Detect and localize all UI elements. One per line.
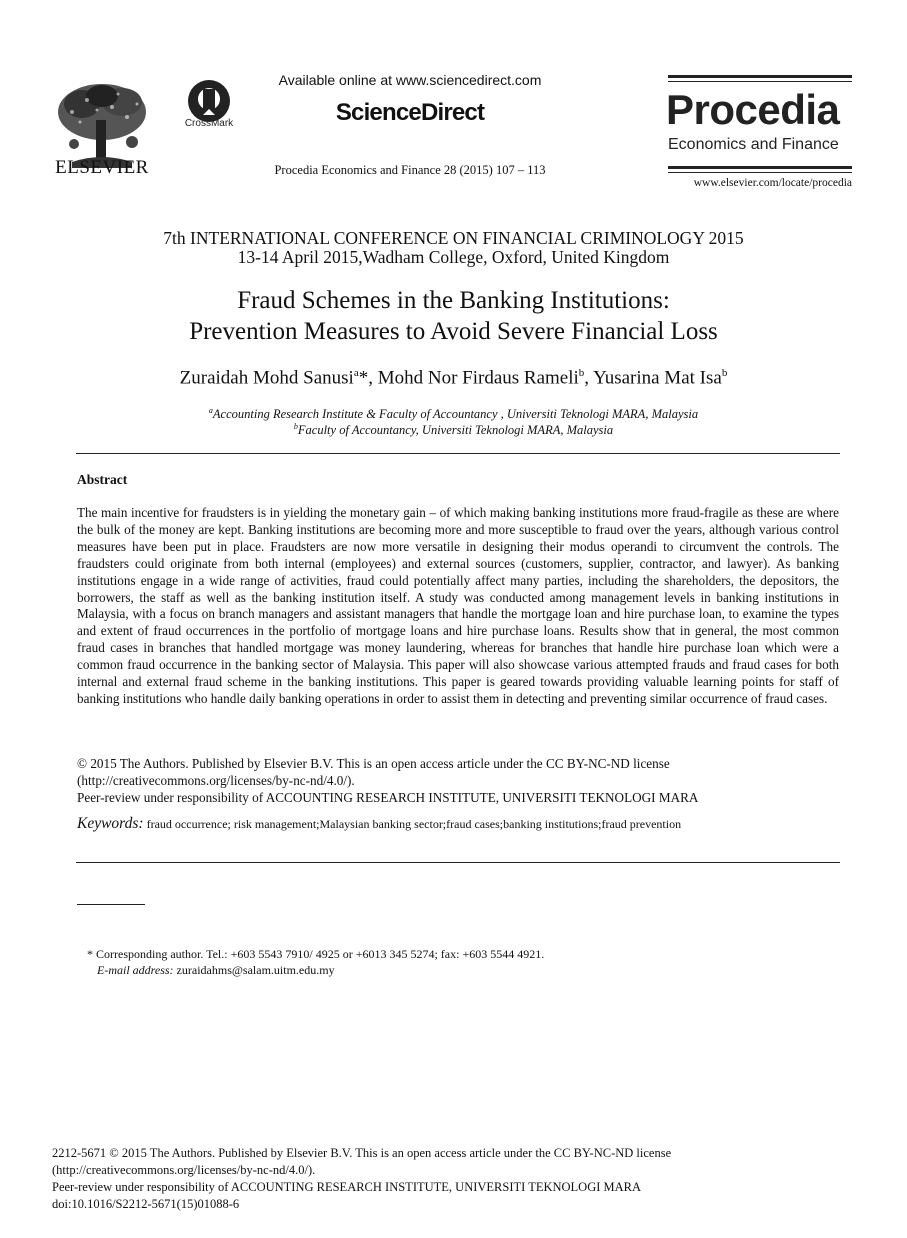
abstract-body: The main incentive for fraudsters is in yielding the monetary gain – of which making banking institutions more fraud-fragile as these are where the bulk of the money are kept. Banking institutions are becoming more and more susceptible to fraud over the years, although various control measures have been put in place. Fraudsters are now more versatile in designing their modus operandi to circumvent the controls. The fraudsters could originate from both internal (employees) and external sources (customers, supplier, contractor, and lawyer). As banking institutions engage in a wide range of activities, fraud could potentially affect many parties, including the shareholders, the depositors, the borrowers, the staff as well as the banking institution itself. A study was conducted among management levels in banking institutions in Malaysia, with a focus on branch managers and assistant managers that handle the mortgage loan and hire purchase loan, to examine the types and extent of fraud occurrences in the portfolio of mortgage loans and hire purchase loans. Results show that in general, the most common fraud cases in branches that handled mortgage was money laundering, whereas for branches that handle hire purchase loan which were a common fraud occurrence in the banking sector of Malaysia. This paper will also showcase various attempted frauds and fraud cases for both internal and external fraud scheme in the banking institutions. This paper is geared towards providing valuable learning points for staff of banking institutions who handle daily banking operations in order to assist them in detecting and preventing similar occurrence of fraud cases.	[77, 505, 839, 706]
abstract-bottom-divider	[76, 862, 840, 863]
footer-doi-link[interactable]: doi:10.1016/S2212-5671(15)01088-6	[52, 1197, 240, 1211]
procedia-top-rule-thin	[668, 81, 852, 82]
keywords-line	[77, 815, 839, 833]
affiliation-b	[40, 422, 867, 438]
affiliation-a	[40, 406, 867, 422]
author-name: Yusarina Mat Isa	[593, 367, 722, 389]
conference-date-venue: 13-14 April 2015,Wadham College, Oxford, United Kingdom	[237, 247, 670, 267]
conference-name: 7th INTERNATIONAL CONFERENCE ON FINANCIAL CRIMINOLOGY 2015	[163, 228, 744, 248]
license-block	[77, 755, 839, 806]
footer-license-url-link[interactable]: (http://creativecommons.org/licenses/by-nc-nd/4.0/).	[52, 1163, 316, 1177]
email-address-link[interactable]: zuraidahms@salam.uitm.edu.my	[173, 963, 335, 977]
author-name: Zuraidah Mohd Sanusi	[179, 367, 354, 389]
abstract-heading: Abstract	[77, 472, 128, 487]
email-note	[97, 963, 335, 978]
author-name: Mohd Nor Firdaus Rameli	[377, 367, 579, 389]
keywords-label: Keywords:	[77, 815, 144, 832]
author-separator: ,	[584, 367, 594, 389]
procedia-subtitle: Economics and Finance	[668, 136, 839, 153]
peer-review-statement: Peer-review under responsibility of ACCOUNTING RESEARCH INSTITUTE, UNIVERSITI TEKNOLOGI MARA	[77, 790, 699, 805]
procedia-title: Procedia	[666, 86, 840, 133]
footer-issn-license: 2212-5671 © 2015 The Authors. Published by Elsevier B.V. This is an open access article under the CC BY-NC-ND license	[52, 1146, 672, 1160]
keywords-text: fraud occurrence; risk management;Malaysian banking sector;fraud cases;banking institutions;fraud prevention	[143, 817, 682, 831]
procedia-bottom-rule	[668, 166, 852, 169]
abstract-top-divider	[76, 453, 840, 454]
procedia-top-rule	[668, 75, 852, 78]
affiliation-mark: b	[293, 422, 298, 431]
affiliation-text: Faculty of Accountancy, Universiti Teknologi MARA, Malaysia	[297, 423, 614, 438]
paper-title-line2: Prevention Measures to Avoid Severe Financial Loss	[189, 318, 718, 345]
sciencedirect-logo-text: ScienceDirect	[335, 99, 485, 126]
corresponding-author-note: * Corresponding author. Tel.: +603 5543 7910/ 4925 or +6013 345 5274; fax: +603 5544 4921.	[87, 947, 545, 961]
procedia-url-link[interactable]: www.elsevier.com/locate/procedia	[693, 177, 852, 189]
elsevier-wordmark: ELSEVIER	[55, 157, 149, 178]
journal-reference: Procedia Economics and Finance 28 (2015) 107 – 113	[274, 163, 546, 177]
affiliation-mark: a	[208, 406, 213, 415]
author-affiliation-mark: b	[578, 367, 585, 379]
page-footer	[52, 1145, 872, 1213]
license-url-link[interactable]: (http://creativecommons.org/licenses/by-nc-nd/4.0/).	[77, 773, 355, 788]
procedia-bottom-rule-thin	[668, 172, 852, 173]
license-copyright: © 2015 The Authors. Published by Elsevier B.V. This is an open access article under the CC BY-NC-ND license	[77, 756, 670, 771]
footer-peer-review: Peer-review under responsibility of ACCOUNTING RESEARCH INSTITUTE, UNIVERSITI TEKNOLOGI MARA	[52, 1180, 642, 1194]
author-affiliation-mark: a	[353, 367, 359, 379]
paper-title-line1: Fraud Schemes in the Banking Institutions:	[237, 287, 670, 314]
author-affiliation-mark: b	[721, 367, 728, 379]
email-label: E-mail address:	[97, 963, 174, 977]
available-online-text: Available online at www.sciencedirect.com	[278, 72, 542, 88]
author-list	[40, 367, 867, 389]
footnote-rule	[77, 904, 145, 905]
crossmark-label: CrossMark	[184, 118, 234, 129]
affiliation-text: Accounting Research Institute & Faculty of Accountancy , Universiti Teknologi MARA, Malaysia	[212, 407, 699, 422]
author-separator: *,	[358, 367, 378, 389]
